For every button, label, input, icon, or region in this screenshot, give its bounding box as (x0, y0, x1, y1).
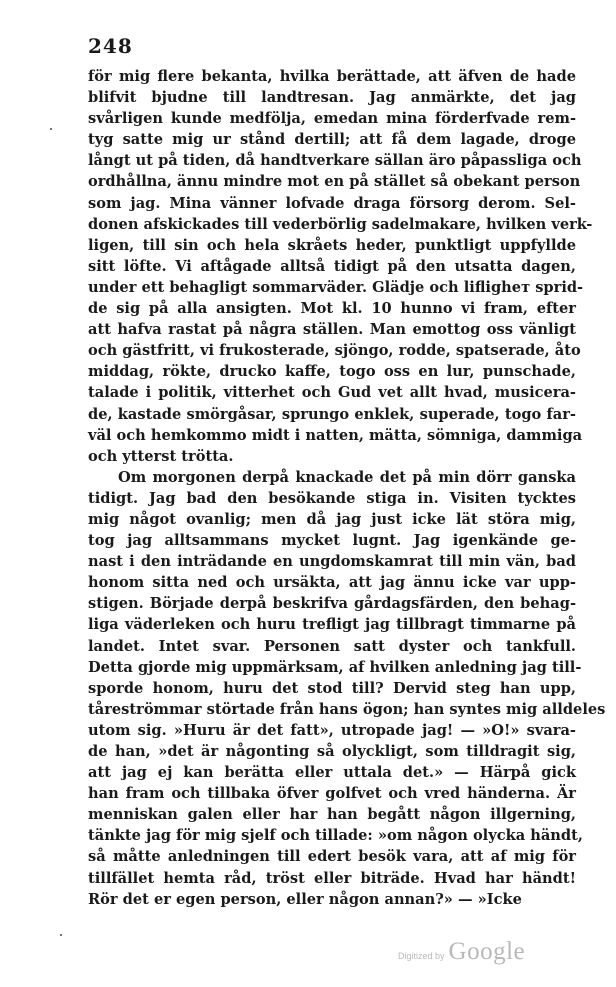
google-watermark (398, 938, 525, 966)
text-line: att jag ej kan berätta eller uttala det.» — Härpå gick (88, 764, 576, 782)
text-line: tåreströmmar störtade från hans ögon; han syntes mig alldeles (88, 700, 606, 718)
text-line: Detta gjorde mig uppmärksam, af hvilken anledning jag till- (88, 658, 582, 676)
text-line: nast i den inträdande en ungdomskamrat till min vän, bad (88, 553, 576, 571)
text-line: middag, rökte, drucko kaffe, togo oss en lur, punschade, (88, 363, 576, 381)
text-line: och gästfritt, vi frukosterade, sjöngo, rodde, spatserade, åto (88, 342, 581, 360)
scan-speck (50, 128, 52, 130)
text-line: talade i politik, vitterhet och Gud vet allt hvad, musicera- (88, 384, 576, 402)
scan-speck (60, 934, 62, 936)
text-line: de han, »det är någonting så olyckligt, som tilldragit sig, (88, 743, 576, 760)
text-line: så måtte anledningen till edert besök vara, att af mig för (88, 848, 576, 866)
page-number: 248 (88, 34, 133, 58)
text-line: tänkte jag för mig sjelf och tillade: »om någon olycka händt, (88, 827, 583, 845)
text-line: utom sig. »Huru är det fatt», utropade jag! — »O!» svara- (88, 721, 576, 739)
body-text (88, 66, 606, 910)
text-line: tyg satte mig ur stånd dertill; att få dem lagade, droge (88, 131, 576, 149)
text-line: sitt löfte. Vi aftågade alltså tidigt på den utsatta dagen, (88, 257, 576, 275)
text-line: under ett behagligt sommarväder. Glädje och lifligheт sprid- (88, 278, 584, 296)
text-line: blifvit bjudne till landtresan. Jag anmärkte, det jag (88, 89, 576, 107)
text-line: och ytterst trötta. (88, 447, 234, 465)
watermark-brand: Google (448, 938, 526, 965)
text-line: tog jag alltsammans mycket lugnt. Jag igenkände ge- (88, 532, 576, 550)
text-line: svårligen kunde medfölja, emedan mina förderfvade rem- (88, 110, 576, 128)
text-line: landet. Intet svar. Personen satt dyster och tankfull. (88, 637, 576, 655)
text-line: donen afskickades till vederbörlig sadelmakare, hvilken verk- (88, 215, 593, 233)
text-line: för mig flere bekanta, hvilka berättade, att äfven de hade (88, 68, 576, 85)
text-line: sporde honom, huru det stod till? Dervid steg han upp, (88, 679, 576, 697)
text-line: mig något ovanlig; men då jag just icke lät störa mig, (88, 510, 576, 528)
text-line: Rör det er egen person, eller någon annan?» — »Icke (88, 890, 522, 908)
text-line: tillfället hemta råd, tröst eller biträde. Hvad har händt! (88, 869, 576, 887)
text-line: som jag. Mina vänner lofvade draga försorg derom. Sel- (88, 194, 576, 212)
text-line: att hafva rastat på några ställen. Man emottog oss vänligt (88, 321, 576, 339)
text-line: Om morgonen derpå knackade det på min dörr ganska (118, 468, 576, 486)
watermark-prefix: Digitized by (398, 951, 445, 961)
text-line: långt ut på tiden, då handtverkare sällan äro påpassliga och (88, 152, 582, 170)
text-line: ordhållna, ännu mindre mot en på stället så obekant person (88, 173, 581, 191)
text-line: honom sitta ned och ursäkta, att jag ännu icke var upp- (88, 574, 576, 592)
text-line: liga väderleken och huru trefligt jag tillbragt timmarne på (88, 616, 576, 634)
text-line: de sig på alla ansigten. Mot kl. 10 hunno vi fram, efter (88, 300, 576, 318)
text-line: menniskan galen eller har han begått någon illgerning, (88, 806, 576, 824)
text-line: tidigt. Jag bad den besökande stiga in. Visiten tycktes (88, 489, 576, 507)
text-line: väl och hemkommo midt i natten, mätta, sömniga, dammiga (88, 426, 583, 444)
text-line: de, kastade smörgåsar, sprungo enklek, superade, togo far- (88, 405, 576, 423)
text-line: stigen. Började derpå beskrifva gårdagsfärden, den behag- (88, 595, 576, 613)
text-line: han fram och tillbaka öfver golfvet och vred händerna. Är (88, 785, 576, 803)
text-line: ligen, till sin och hela skråets heder, punktligt uppfyllde (88, 236, 576, 254)
